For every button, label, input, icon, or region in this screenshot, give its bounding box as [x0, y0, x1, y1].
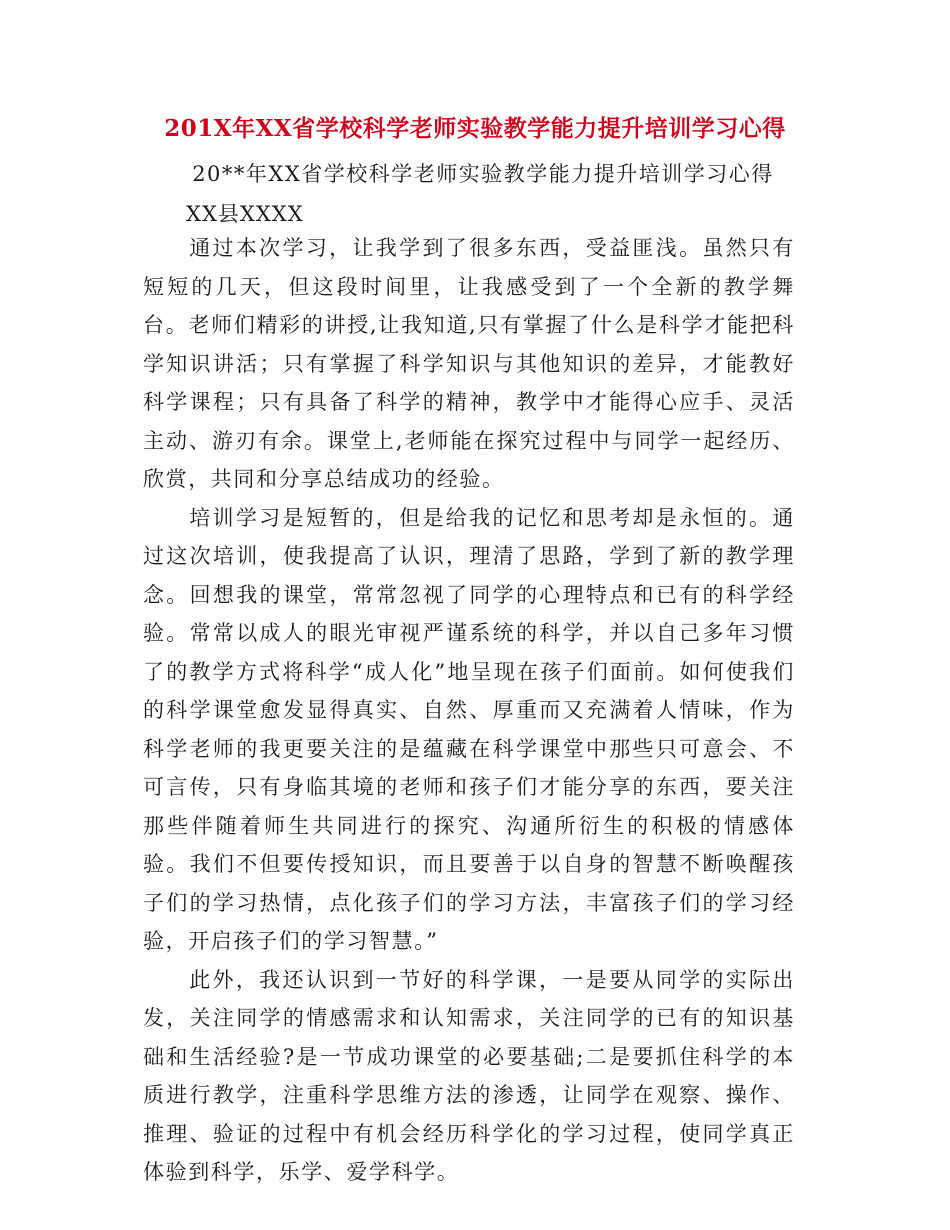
document-title: 201X年XX省学校科学老师实验教学能力提升培训学习心得 — [164, 115, 786, 142]
document-body — [143, 229, 795, 1192]
paragraph: 通过本次学习，让我学到了很多东西，受益匪浅。虽然只有短短的几天，但这段时间里，让我感受到了一个全新的教学舞台。老师们精彩的讲授,让我知道,只有掌握了什么是科学才能把科学知识讲活；只有掌握了科学知识与其他知识的差异，才能教好科学课程；只有具备了科学的精神，教学中才能得心应手、灵活主动、游刃有余。课堂上,老师能在探究过程中与同学一起经历、欣赏，共同和分享总结成功的经验。 — [143, 236, 795, 491]
author-line: XX县XXXX — [186, 202, 304, 226]
paragraph: 此外，我还认识到一节好的科学课，一是要从同学的实际出发，关注同学的情感需求和认知需求，关注同学的已有的知识基础和生活经验?是一节成功课堂的必要基础;二是要抓住科学的本质进行教学，注重科学思维方法的渗透，让同学在观察、操作、推理、验证的过程中有机会经历科学化的学习过程，使同学真正体验到科学，乐学、爱学科学。 — [143, 967, 795, 1184]
paragraph: 培训学习是短暂的，但是给我的记忆和思考却是永恒的。通过这次培训，使我提高了认识，理清了思路，学到了新的教学理念。回想我的课堂，常常忽视了同学的心理特点和已有的科学经验。常常以成人的眼光审视严谨系统的科学，并以自己多年习惯了的教学方式将科学“成人化”地呈现在孩子们面前。如何使我们的科学课堂愈发显得真实、自然、厚重而又充满着人情味，作为科学老师的我更要关注的是蕴藏在科学课堂中那些只可意会、不可言传，只有身临其境的老师和孩子们才能分享的东西，要关注那些伴随着师生共同进行的探究、沟通所衍生的积极的情感体验。我们不但要传授知识，而且要善于以自身的智慧不断唤醒孩子们的学习热情，点化孩子们的学习方法，丰富孩子们的学习经验，开启孩子们的学习智慧。” — [143, 505, 795, 953]
document-subtitle: 20**年XX省学校科学老师实验教学能力提升培训学习心得 — [192, 162, 774, 186]
